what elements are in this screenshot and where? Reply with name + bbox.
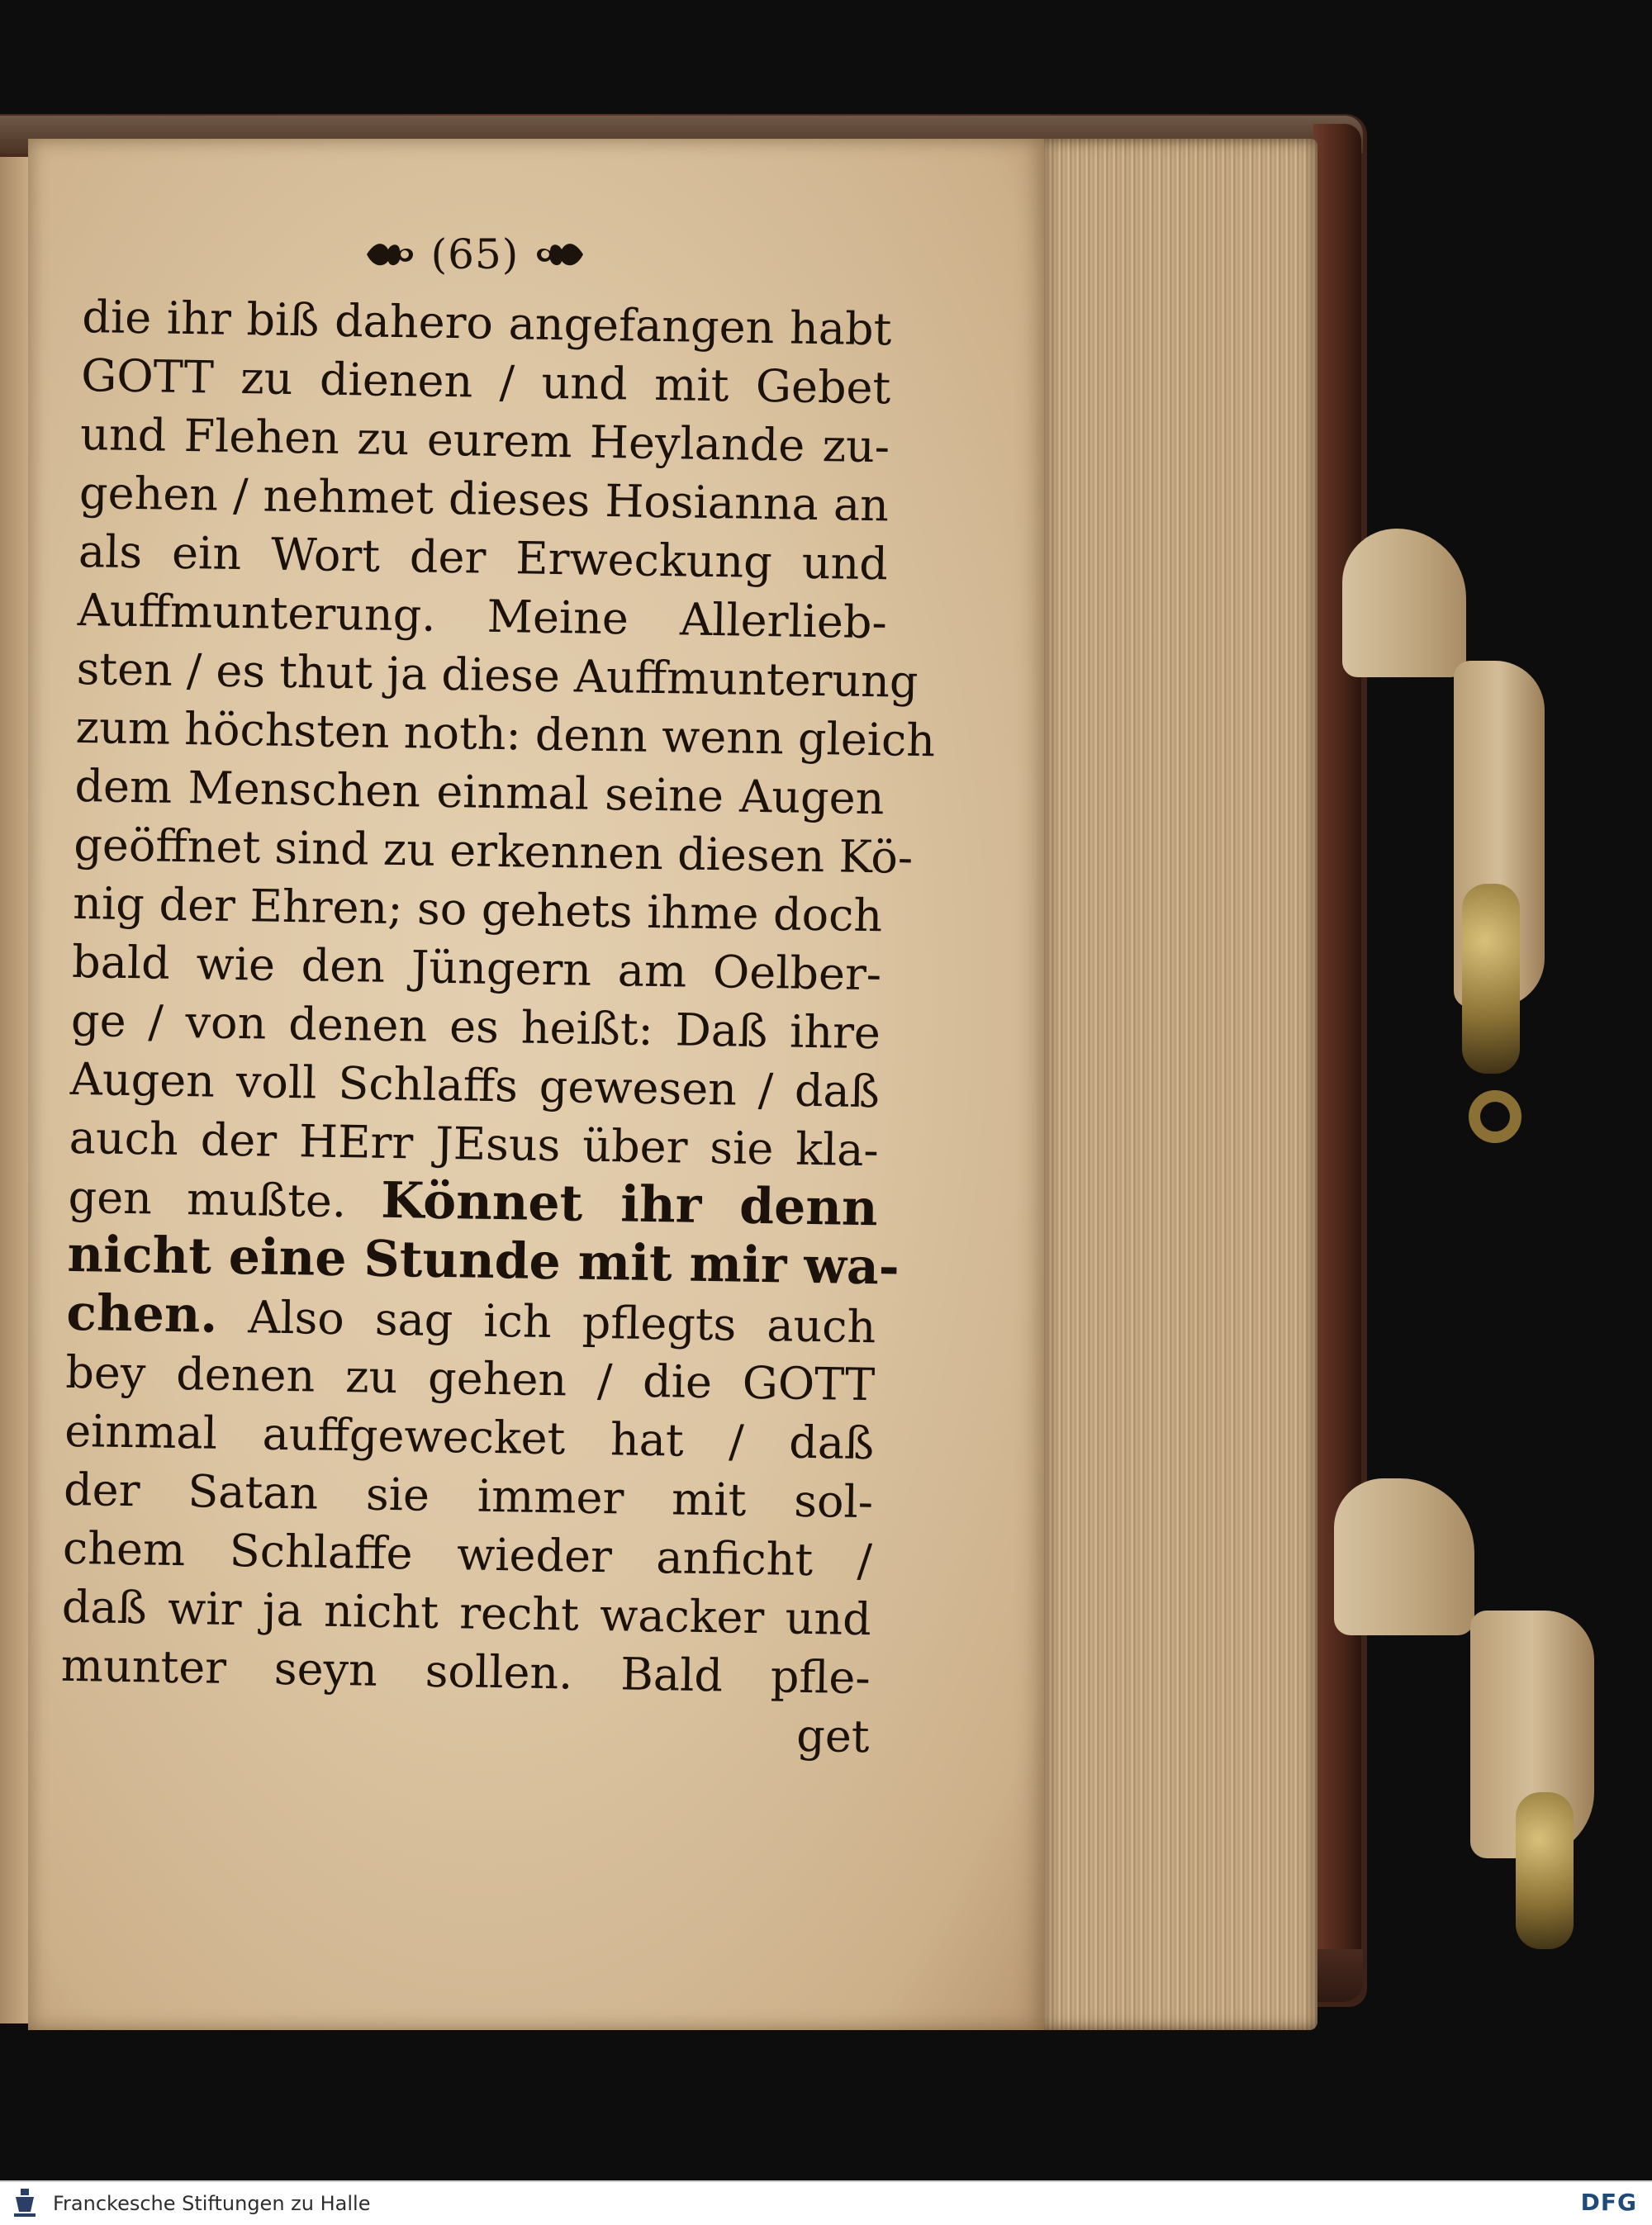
page-edges bbox=[1037, 139, 1317, 2030]
text-line: bey denen zu gehen / die GOTT bbox=[64, 1345, 876, 1411]
catchword: get bbox=[795, 1709, 871, 1763]
text-line: einmal auffgewecket hat / daß bbox=[64, 1404, 875, 1470]
previous-page-edge bbox=[0, 157, 28, 2023]
text-segment: gen mußte. bbox=[68, 1170, 347, 1228]
clasp-strap-lower bbox=[1334, 1478, 1474, 1635]
text-line: bald wie den Jüngern am Oelber- bbox=[71, 935, 882, 1001]
text-line: Auffmunterung. Meine Allerlieb- bbox=[77, 583, 888, 649]
emphasis-line: nicht eine Stunde mit mir wa- bbox=[67, 1225, 900, 1297]
text-line: und Flehen zu eurem Heylande zu- bbox=[79, 407, 890, 473]
ornament-right-icon bbox=[534, 238, 586, 271]
clasp-strap-upper bbox=[1342, 529, 1466, 677]
text-line: nig der Ehren; so gehets ihme doch bbox=[72, 876, 883, 942]
text-line: daß wir ja nicht recht wacker und bbox=[61, 1580, 872, 1646]
page-number: (65) bbox=[430, 230, 520, 278]
text-line: chem Schlaffe wieder anficht / bbox=[62, 1521, 873, 1587]
text-line: dem Menschen einmal seine Augen bbox=[74, 759, 885, 825]
franckesche-logo-icon[interactable] bbox=[3, 2184, 46, 2223]
text-line: sten / es thut ja diese Auffmunterung bbox=[76, 642, 919, 708]
cover-spine-edge bbox=[1313, 124, 1361, 1982]
clasp-ring-icon bbox=[1469, 1090, 1521, 1143]
emphasis-text: Könnet ihr denn bbox=[380, 1171, 879, 1238]
text-line: Augen voll Schlaffs gewesen / daß bbox=[69, 1052, 881, 1118]
text-line: als ein Wort der Erweckung und bbox=[78, 524, 889, 591]
text-line: geöffnet sind zu erkennen diesen Kö- bbox=[73, 818, 914, 884]
dfg-logo[interactable]: DFG bbox=[1580, 2189, 1637, 2216]
institution-name[interactable]: Franckesche Stiftungen zu Halle bbox=[53, 2192, 371, 2215]
text-line: auch der HErr JEsus über sie kla- bbox=[69, 1111, 880, 1177]
text-line: ge / von denen es heißt: Daß ihre bbox=[70, 994, 881, 1060]
text-segment: Also sag ich pflegts auch bbox=[247, 1291, 876, 1354]
text-line: munter seyn sollen. Bald pfle- bbox=[60, 1639, 871, 1705]
text-line: zum höchsten noth: denn wenn gleich bbox=[75, 700, 936, 767]
text-line: GOTT zu dienen / und mit Gebet bbox=[80, 349, 891, 415]
emphasis-text: chen. bbox=[65, 1283, 218, 1345]
ornament-left-icon bbox=[363, 238, 416, 271]
text-line: die ihr biß dahero angefangen habt bbox=[81, 290, 892, 356]
text-line: der Satan sie immer mit sol- bbox=[63, 1463, 874, 1529]
page-text bbox=[59, 287, 936, 1766]
page-header bbox=[355, 225, 595, 284]
text-line: gehen / nehmet dieses Hosianna an bbox=[78, 466, 890, 532]
brass-clasp-lower-icon bbox=[1516, 1792, 1574, 1949]
brass-clasp-upper-icon bbox=[1462, 884, 1520, 1074]
footer-bar bbox=[0, 2180, 1652, 2225]
